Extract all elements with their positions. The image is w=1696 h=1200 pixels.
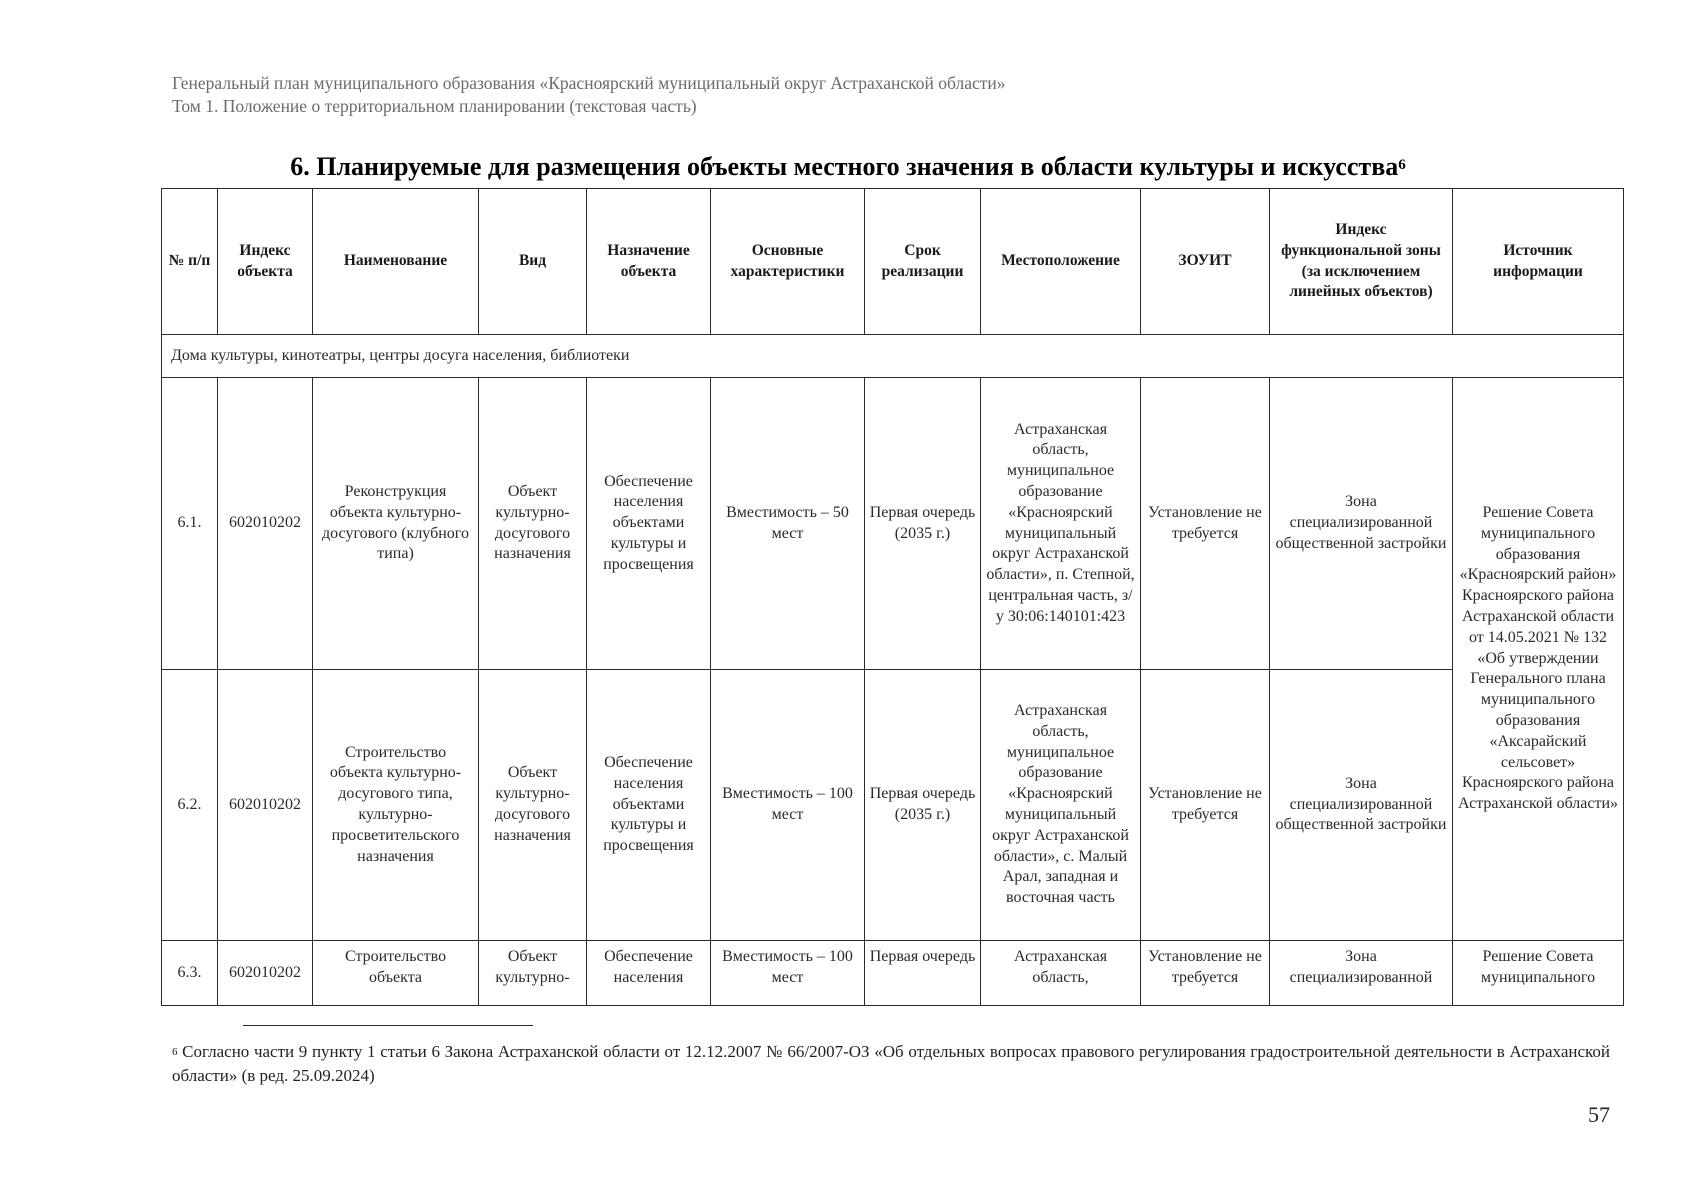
cell-characteristics: Вместимость – 100 мест [711, 941, 865, 1006]
cell-zouit: Установление не требуется [1141, 941, 1270, 1006]
cell-kind: Объект культурно- [479, 941, 587, 1006]
section-title [0, 150, 1696, 184]
cell-zone: Зона специализированной общественной застройки [1270, 670, 1453, 941]
table-row [162, 378, 1624, 670]
column-header-zone-index: Индекс функциональной зоны (за исключением линейных объектов) [1270, 189, 1453, 335]
cell-zouit: Установление не требуется [1141, 670, 1270, 941]
column-header-characteristics: Основные характеристики [711, 189, 865, 335]
cell-name: Строительство объекта [313, 941, 479, 1006]
running-header-line-2: Том 1. Положение о территориальном планировании (текстовая часть) [172, 96, 697, 116]
objects-table [161, 188, 1624, 1006]
cell-index: 602010202 [218, 941, 313, 1006]
cell-characteristics: Вместимость – 100 мест [711, 670, 865, 941]
cell-purpose: Обеспечение населения объектами культуры и просвещения [587, 378, 711, 670]
running-header-line-1: Генеральный план муниципального образования «Красноярский муниципальный округ Астраханской области» [172, 73, 1006, 93]
cell-zone: Зона специализированной общественной застройки [1270, 378, 1453, 670]
column-header-location: Местоположение [981, 189, 1141, 335]
column-header-source: Источник информации [1453, 189, 1624, 335]
column-header-name: Наименование [313, 189, 479, 335]
cell-zouit: Установление не требуется [1141, 378, 1270, 670]
cell-location: Астраханская область, [981, 941, 1141, 1006]
cell-kind: Объект культурно-досугового назначения [479, 670, 587, 941]
cell-source: Решение Совета муниципального [1453, 941, 1624, 1006]
column-header-purpose: Назначение объекта [587, 189, 711, 335]
cell-index: 602010202 [218, 378, 313, 670]
cell-kind: Объект культурно-досугового назначения [479, 378, 587, 670]
cell-location: Астраханская область, муниципальное образование «Красноярский муниципальный округ Астраханской области», п. Степной, центральная часть, з/у 30:06:140101:423 [981, 378, 1141, 670]
page-number: 57 [1588, 1102, 1610, 1127]
cell-number: 6.3. [162, 941, 218, 1006]
cell-number: 6.2. [162, 670, 218, 941]
section-title-text: 6. Планируемые для размещения объекты местного значения в области культуры и искусства [290, 152, 1399, 181]
cell-name: Строительство объекта культурно-досугового типа, культурно-просветительского назначения [313, 670, 479, 941]
table-group-row [162, 335, 1624, 378]
cell-term: Первая очередь (2035 г.) [865, 670, 981, 941]
cell-term: Первая очередь (2035 г.) [865, 378, 981, 670]
footnote-marker: 6 [172, 1046, 178, 1058]
table-row [162, 670, 1624, 941]
cell-purpose: Обеспечение населения [587, 941, 711, 1006]
footnote [172, 1040, 1610, 1088]
cell-number: 6.1. [162, 378, 218, 670]
cell-purpose: Обеспечение населения объектами культуры и просвещения [587, 670, 711, 941]
table-header-row [162, 189, 1624, 335]
group-label: Дома культуры, кинотеатры, центры досуга населения, библиотеки [162, 335, 1624, 378]
cell-characteristics: Вместимость – 50 мест [711, 378, 865, 670]
column-header-index: Индекс объекта [218, 189, 313, 335]
cell-index: 602010202 [218, 670, 313, 941]
cell-location: Астраханская область, муниципальное образование «Красноярский муниципальный округ Астраханской области», с. Малый Арал, западная и восточная часть [981, 670, 1141, 941]
footnote-separator [243, 1025, 533, 1026]
cell-source-merged: Решение Совета муниципального образования «Красноярский район» Красноярского района Астраханской области от 14.05.2021 № 132 «Об утверждении Генерального плана муниципального образования «Аксарайский сельсовет» Красноярского района Астраханской области» [1453, 378, 1624, 941]
footnote-text: Согласно части 9 пункту 1 статьи 6 Закона Астраханской области от 12.12.2007 № 66/2007-ОЗ «Об отдельных вопросах правового регулирования градостроительной деятельности в Астраханской области» (в ред. 25.09.2024) [172, 1042, 1611, 1085]
column-header-number: № п/п [162, 189, 218, 335]
cell-term: Первая очередь [865, 941, 981, 1006]
column-header-zouit: ЗОУИТ [1141, 189, 1270, 335]
cell-zone: Зона специализированной [1270, 941, 1453, 1006]
cell-name: Реконструкция объекта культурно-досугового (клубного типа) [313, 378, 479, 670]
running-header [172, 72, 1006, 118]
table-row [162, 941, 1624, 1006]
footnote-reference: 6 [1398, 157, 1406, 173]
column-header-kind: Вид [479, 189, 587, 335]
column-header-term: Срок реализации [865, 189, 981, 335]
